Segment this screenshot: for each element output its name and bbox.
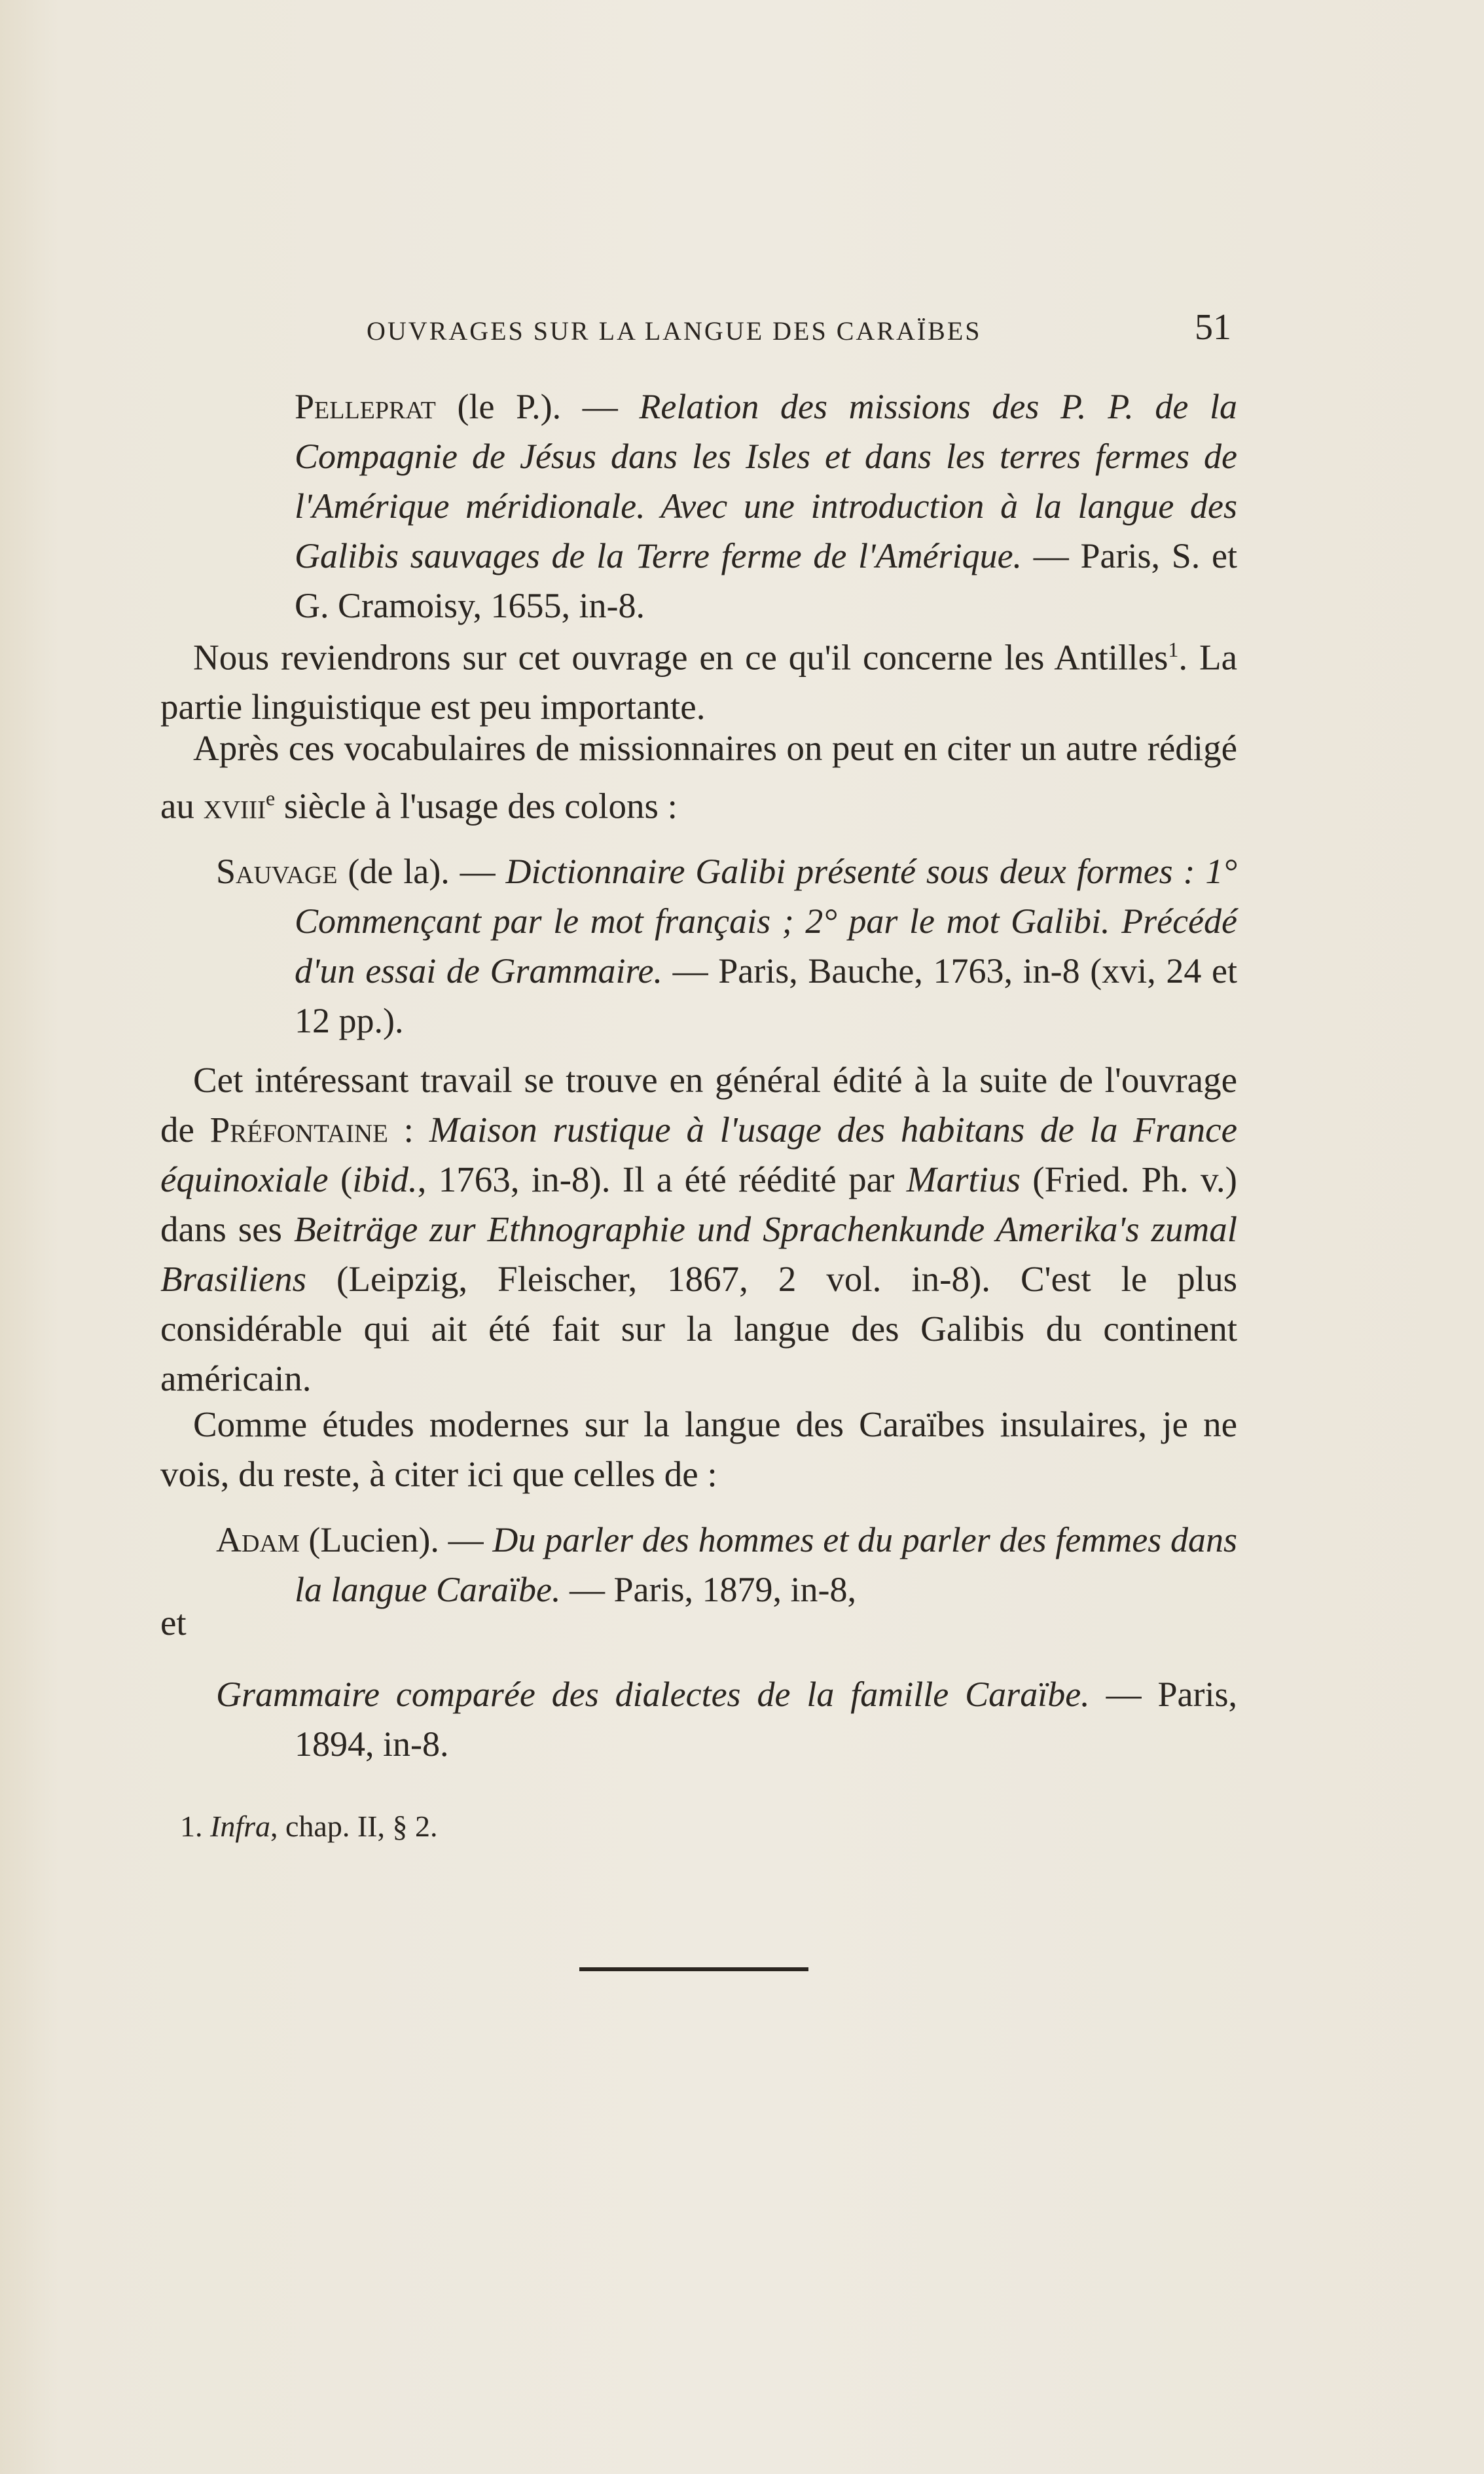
paragraph-text: , 1763, in-8). Il a été réédité par: [417, 1159, 907, 1199]
connector-et: et: [160, 1603, 187, 1643]
bib-imprint: — Paris, 1894, in-8.: [295, 1675, 1238, 1764]
bib-title: Grammaire comparée des dialectes de la famille Caraïbe.: [216, 1675, 1090, 1714]
bib-author-suffix: (Lucien). —: [299, 1520, 493, 1559]
footnote-ref: 1: [1168, 638, 1179, 661]
footnote-text: , chap. II, § 2.: [270, 1810, 438, 1843]
footnote: [180, 1809, 437, 1844]
paragraph-text: (Fried. Ph. v.) dans ses: [160, 1159, 1237, 1249]
closing-rule: [579, 1967, 808, 1971]
bib-entry-pelleprat: [295, 382, 1237, 630]
paragraph-text: (: [328, 1159, 353, 1199]
bib-author-suffix: (de la). —: [337, 852, 506, 891]
bib-author: Sauvage: [216, 852, 338, 891]
paragraph-1: [160, 625, 1237, 732]
title-beitraege: Beiträge zur Ethnographie und Sprachenkunde Amerika's zumal Brasiliens: [160, 1209, 1237, 1299]
paragraph-text: . La partie linguistique est peu importante.: [160, 637, 1237, 727]
paragraph-4: Comme études modernes sur la langue des Caraïbes insulaires, je ne vois, du reste, à citer ici que celles de :: [160, 1404, 1237, 1494]
bib-entry-grammaire: [216, 1669, 1237, 1769]
paragraph-2: [160, 723, 1237, 831]
bib-imprint: — Paris, S. et G. Cramoisy, 1655, in-8.: [295, 536, 1237, 625]
footnote-label: Infra: [210, 1810, 270, 1843]
ibid: ibid.: [352, 1159, 418, 1199]
bib-imprint: — Paris, 1879, in-8,: [560, 1570, 856, 1609]
paragraph-text: :: [388, 1110, 429, 1150]
bib-author-suffix: (le P.). —: [435, 387, 640, 426]
bib-author: Pelleprat: [295, 387, 436, 426]
bib-author: Adam: [216, 1520, 300, 1559]
bib-entry-adam: [216, 1515, 1237, 1614]
paragraph-text: Après ces vocabulaires de missionnaires on peut en citer un autre rédigé au: [160, 728, 1237, 826]
bib-imprint: — Paris, Bauche, 1763, in-8 (xvi, 24 et 12 pp.).: [295, 951, 1237, 1040]
page-number: 51: [1195, 307, 1231, 348]
author-martius: Martius: [906, 1159, 1021, 1199]
footnote-number: 1.: [180, 1810, 203, 1843]
paragraph-text: Nous reviendrons sur cet ouvrage en ce qu'il concerne les Antilles: [193, 637, 1168, 678]
bib-title: Relation des missions des P. P. de la Compagnie de Jésus dans les Isles et dans les terres fermes de l'Amérique méridionale. Avec une introduction à la langue des Galibis sauvages de la Terre ferme de l'Amérique.: [295, 387, 1237, 575]
author-prefontaine: Préfontaine: [209, 1110, 388, 1150]
paragraph-text: siècle à l'usage des colons :: [275, 786, 678, 826]
century-sup: e: [265, 786, 276, 810]
paragraph-text: (Leipzig, Fleischer, 1867, 2 vol. in-8). C'est le plus considérable qui ait été fait sur la langue des Galibis du continent américain.: [160, 1259, 1237, 1398]
bib-entry-sauvage: [216, 846, 1237, 1046]
paragraph-3: [160, 1055, 1237, 1404]
bib-title: Dictionnaire Galibi présenté sous deux formes : 1° Commençant par le mot français ; 2° par le mot Galibi. Précédé d'un essai de Grammaire.: [295, 852, 1238, 991]
title-maison-rustique: Maison rustique à l'usage des habitans de la France équinoxiale: [160, 1110, 1238, 1199]
bib-title: Du parler des hommes et du parler des femmes dans la langue Caraïbe.: [295, 1520, 1237, 1609]
paragraph-text: Cet intéressant travail se trouve en général édité à la suite de l'ouvrage de: [160, 1060, 1237, 1150]
running-header: OUVRAGES SUR LA LANGUE DES CARAÏBES: [367, 316, 982, 346]
century: xviii: [203, 786, 266, 826]
